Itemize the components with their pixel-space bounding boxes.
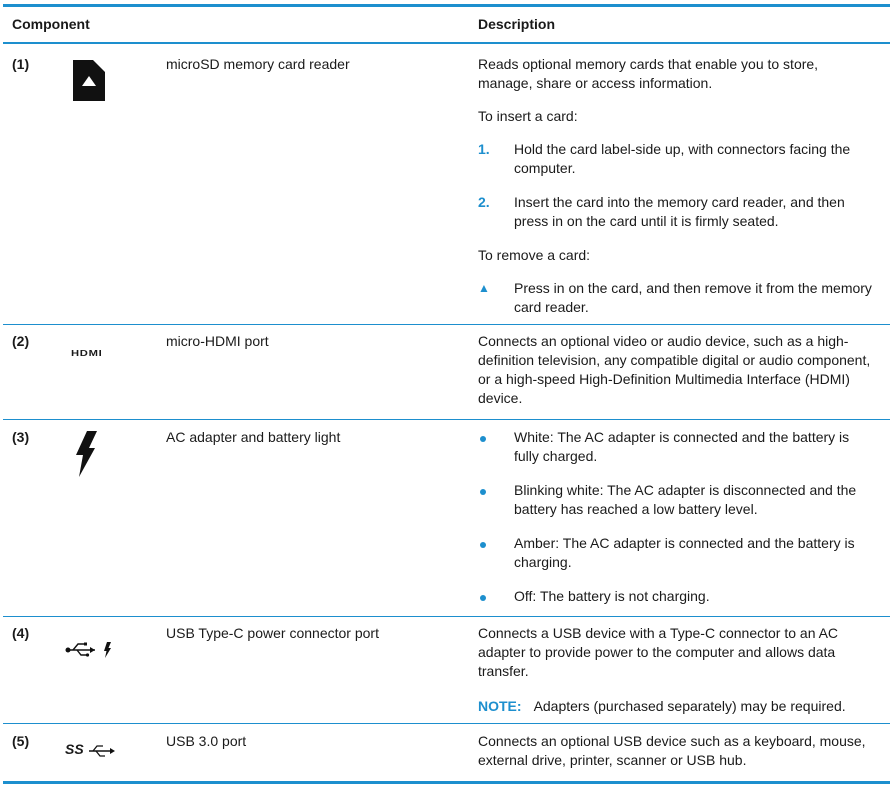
- row-2-description: Connects an optional video or audio device, such as a high-definition television, any compatible digital or audio component, or a high-speed High-Definition Multimedia Interface (HDMI) device.: [478, 333, 871, 406]
- remove-card-label: To remove a card:: [478, 247, 591, 263]
- step-1-number: 1.: [478, 141, 490, 157]
- remove-step-triangle-icon: ▲: [478, 281, 490, 295]
- row-2-component-name: micro-HDMI port: [166, 333, 269, 349]
- header-component: Component: [12, 16, 90, 32]
- bullet-3-text: Amber: The AC adapter is connected and the battery is charging.: [514, 535, 855, 570]
- row-3-component-name: AC adapter and battery light: [166, 429, 341, 445]
- bullet-4-text: Off: The battery is not charging.: [514, 588, 710, 604]
- insert-card-label: To insert a card:: [478, 108, 578, 124]
- bullet-icon: [480, 542, 486, 548]
- row-4-component-name: USB Type-C power connector port: [166, 625, 379, 641]
- note-label: NOTE:: [478, 698, 522, 714]
- bullet-icon: [480, 436, 486, 442]
- row-1-description: Reads optional memory cards that enable you to store, manage, share or access information.: [478, 56, 819, 91]
- bullet-2-text: Blinking white: The AC adapter is disconnected and the battery has reached a low battery level.: [514, 482, 857, 517]
- header-description: Description: [478, 16, 556, 32]
- row-1-number: (1): [12, 56, 30, 72]
- power-bolt-icon: [73, 430, 99, 478]
- usb-trident-icon: [87, 743, 117, 759]
- usb-superspeed-icon: [65, 740, 121, 760]
- row-separator: [3, 723, 890, 724]
- usb-power-icon: [65, 640, 115, 660]
- superspeed-label: SS: [65, 741, 84, 757]
- row-5-number: (5): [12, 733, 30, 749]
- row-1-component-name: microSD memory card reader: [166, 56, 350, 72]
- step-1-text: Hold the card label-side up, with connectors facing the computer.: [514, 141, 851, 176]
- row-separator: [3, 324, 890, 325]
- hdmi-icon: HDMI: [71, 349, 103, 358]
- microsd-card-icon: [71, 58, 107, 103]
- row-2-number: (2): [12, 333, 30, 349]
- note-text: Adapters (purchased separately) may be required.: [533, 698, 846, 714]
- row-5-description: Connects an optional USB device such as a keyboard, mouse, external drive, printer, scanner or USB hub.: [478, 733, 866, 768]
- bullet-icon: [480, 489, 486, 495]
- step-2-text: Insert the card into the memory card reader, and then press in on the card until it is firmly seated.: [514, 194, 845, 229]
- table-top-rule: [3, 4, 890, 7]
- remove-step-text: Press in on the card, and then remove it from the memory card reader.: [514, 280, 872, 315]
- bullet-1-text: White: The AC adapter is connected and the battery is fully charged.: [514, 429, 850, 464]
- row-4-number: (4): [12, 625, 30, 641]
- step-2-number: 2.: [478, 194, 490, 210]
- note: [478, 697, 873, 716]
- row-4-description: Connects a USB device with a Type-C connector to an AC adapter to provide power to the computer and allows data transfer.: [478, 625, 839, 679]
- table-bottom-rule: [3, 781, 890, 784]
- row-separator: [3, 616, 890, 617]
- row-5-component-name: USB 3.0 port: [166, 733, 247, 749]
- header-rule: [3, 42, 890, 44]
- row-3-number: (3): [12, 429, 30, 445]
- bullet-icon: [480, 595, 486, 601]
- row-separator: [3, 419, 890, 420]
